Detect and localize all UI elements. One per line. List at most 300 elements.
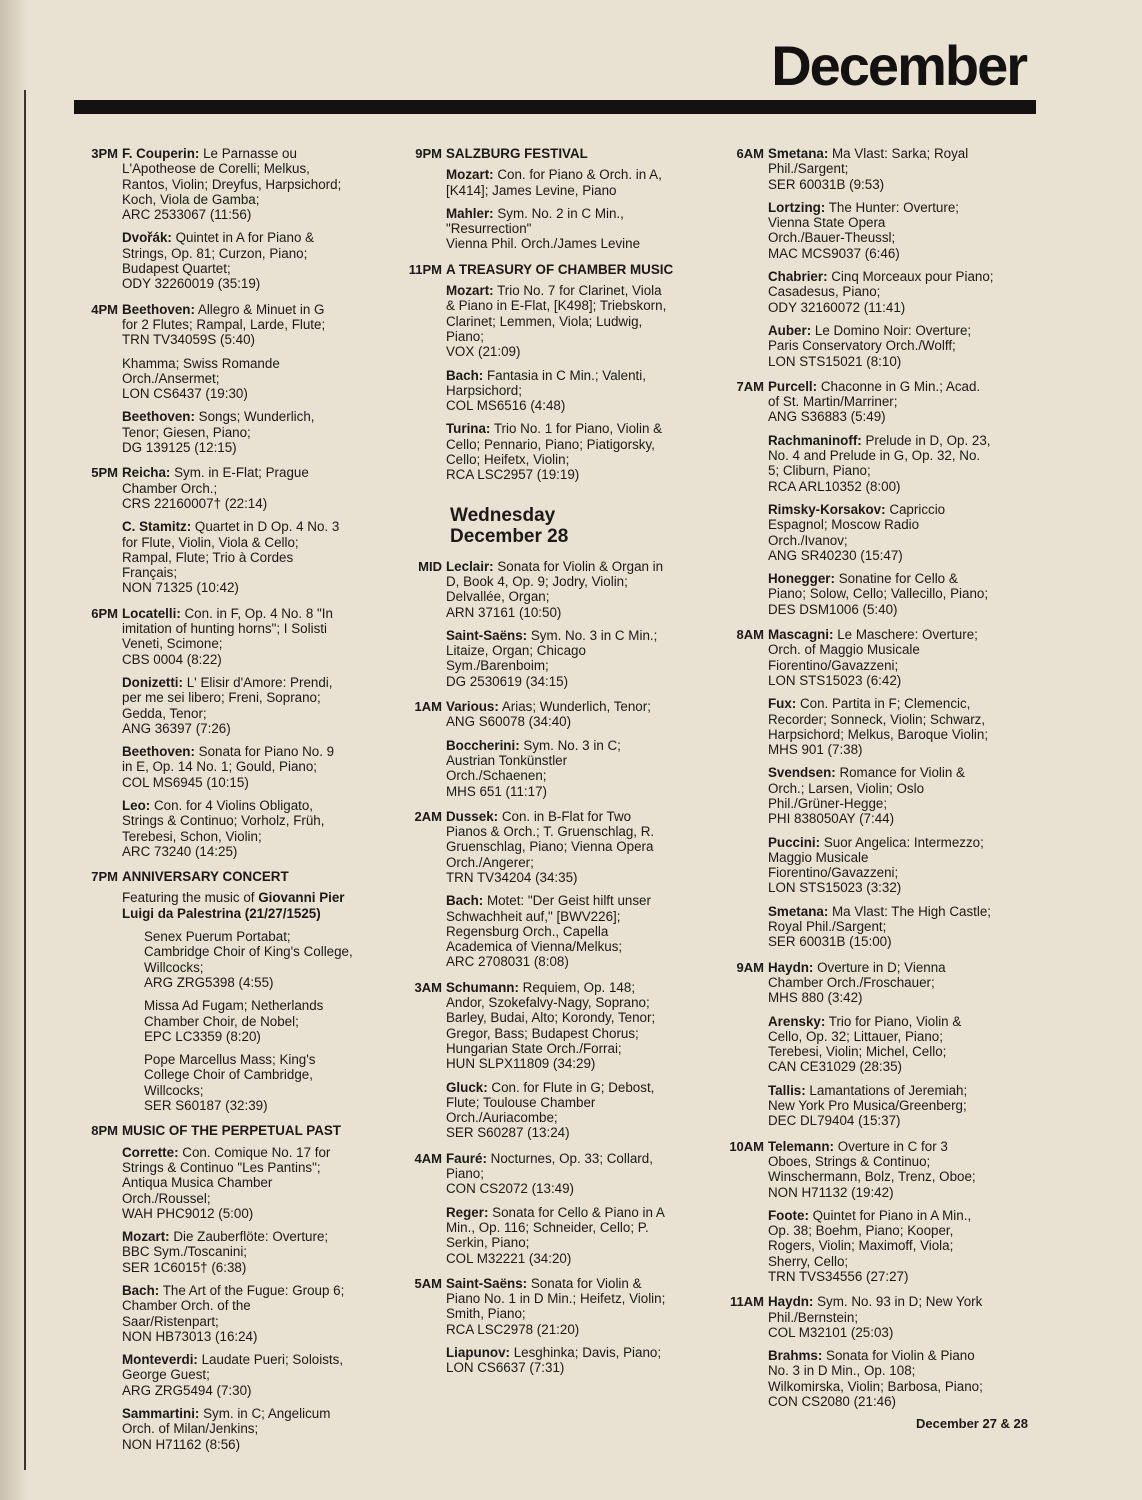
- entry-text: Chamber Orch.;: [122, 480, 218, 496]
- time-slot: [398, 699, 708, 807]
- entry-line: [122, 652, 374, 667]
- entry-text: Sym. No. 2 in C Min.,: [493, 205, 624, 221]
- entry-line: [768, 1185, 1040, 1200]
- entry-text: Pianos & Orch.; T. Gruenschlag, R.: [446, 824, 655, 840]
- entry-text: Academica of Vienna/Melkus;: [446, 939, 623, 955]
- entry-line: [122, 580, 374, 595]
- entry-line: [768, 765, 1040, 780]
- entry-text: Quintet in A for Piano &: [171, 230, 315, 246]
- entry-line: [446, 1276, 708, 1291]
- slot-entries: [446, 262, 708, 491]
- listing-entry: [446, 559, 708, 620]
- entry-text: Recorder; Sonneck, Violin; Schwarz,: [768, 711, 986, 727]
- entry-line: [768, 284, 1040, 299]
- entry-text: Requiem, Op. 148;: [518, 979, 636, 995]
- entry-line: [446, 221, 708, 236]
- entry-text: Orch./Angerer;: [446, 854, 534, 870]
- composer-name: Smetana:: [768, 903, 829, 919]
- entry-text: Cello; Heifetx, Violin;: [446, 452, 570, 468]
- entry-line: [122, 744, 374, 759]
- entry-text: Strings, Op. 81; Curzon, Piano;: [122, 245, 308, 261]
- time-label: 9AM: [736, 959, 764, 975]
- composer-name: Arensky:: [768, 1013, 826, 1029]
- entry-text: Le Domino Noir: Overture;: [811, 322, 972, 338]
- entry-line: [144, 1083, 374, 1098]
- entry-text: Gruenschlag, Piano; Vienna Opera: [446, 839, 654, 855]
- entry-text: Featuring the music of: [122, 890, 259, 906]
- listing-entry: [122, 890, 374, 921]
- entry-text: Winschermann, Bolz, Trenz, Oboe;: [768, 1169, 976, 1185]
- entry-text: DG 2530619 (34:15): [446, 673, 569, 689]
- time-label: 7PM: [91, 869, 118, 885]
- entry-text: DES DSM1006 (5:40): [768, 601, 898, 617]
- composer-name: Smetana:: [768, 146, 829, 161]
- entry-text: BBC Sym./Toscanini;: [122, 1244, 248, 1260]
- listing-entry: [768, 502, 1040, 563]
- entry-line: [122, 690, 374, 705]
- time-slot: [720, 1139, 1040, 1293]
- entry-text: MHS 901 (7:38): [768, 742, 863, 758]
- listing-entry: [122, 606, 374, 667]
- composer-name: Sammartini:: [122, 1406, 200, 1422]
- entry-line: [768, 1348, 1040, 1363]
- slot-entries: [446, 809, 708, 978]
- entry-line: [446, 1345, 708, 1360]
- entry-text: Ma Vlast: Sarka; Royal: [828, 146, 969, 161]
- entry-line: [768, 161, 1040, 176]
- entry-line: [446, 559, 708, 574]
- entry-line: [122, 1314, 374, 1329]
- slot-entries: [122, 1123, 374, 1460]
- entry-text: Oboes, Strings & Continuo;: [768, 1153, 931, 1169]
- entry-line: [446, 674, 708, 689]
- listing-entry: [122, 675, 374, 736]
- entry-line: [446, 980, 708, 995]
- entry-line: [122, 1260, 374, 1275]
- entry-text: Harpsichord; Melkus, Baroque Violin;: [768, 726, 989, 742]
- entry-line: [122, 356, 374, 371]
- entry-text: No. 4 and Prelude in G, Op. 32, No.: [768, 448, 981, 464]
- entry-line: [122, 1145, 374, 1160]
- entry-line: [122, 1406, 374, 1421]
- entry-line: [768, 865, 1040, 880]
- entry-text: NON 71325 (10:42): [122, 580, 239, 596]
- composer-name: Bach:: [446, 893, 484, 909]
- entry-line: [144, 1098, 374, 1113]
- entry-line: [122, 386, 374, 401]
- entry-line: [446, 1041, 708, 1056]
- entry-text: ANG SR40230 (15:47): [768, 547, 903, 563]
- entry-text: Phil./Sargent;: [768, 161, 849, 177]
- entry-line: [768, 990, 1040, 1005]
- composer-name: Telemann:: [768, 1138, 834, 1154]
- entry-text: Lamantations of Jeremiah;: [805, 1082, 968, 1098]
- entry-text: EPC LC3359 (8:20): [144, 1028, 261, 1044]
- month-title: December: [771, 34, 1026, 97]
- time-slot: [398, 146, 708, 260]
- entry-line: [122, 1244, 374, 1259]
- entry-text: Piano;: [446, 1166, 484, 1182]
- composer-name: Rimsky-Korsakov:: [768, 501, 886, 517]
- time-label: 1AM: [414, 699, 442, 715]
- entry-line: [446, 329, 708, 344]
- composer-name: Donizetti:: [122, 674, 183, 690]
- entry-text: Saar/Ristenpart;: [122, 1313, 219, 1329]
- featured-composer: Giovanni Pier: [258, 890, 345, 906]
- entry-text: Piano No. 1 in D Min.; Heifetz, Violin;: [446, 1291, 666, 1307]
- entry-line: [446, 467, 708, 482]
- entry-line: [446, 1251, 708, 1266]
- entry-line: [122, 177, 374, 192]
- entry-line: [446, 1125, 708, 1140]
- entry-line: [446, 924, 708, 939]
- time-slot: [74, 606, 374, 867]
- entry-text: ARC 2533067 (11:56): [122, 207, 252, 223]
- listing-entry: [768, 1083, 1040, 1129]
- slot-entries: [122, 869, 374, 1121]
- composer-name: Beethoven:: [122, 301, 195, 317]
- composer-name: F. Couperin:: [122, 146, 200, 161]
- entry-text: of St. Martin/Marriner;: [768, 394, 898, 410]
- entry-line: [122, 775, 374, 790]
- entry-text: Allegro & Minuet in G: [194, 301, 325, 317]
- entry-line: [446, 893, 708, 908]
- entry-line: [768, 246, 1040, 261]
- entry-text: COL MS6516 (4:48): [446, 398, 566, 414]
- listing-entry: [122, 356, 374, 402]
- day-heading-weekday: Wednesday: [450, 504, 556, 526]
- entry-line: [768, 586, 1040, 601]
- entry-text: ANG S36883 (5:49): [768, 409, 886, 425]
- composer-name: Dussek:: [446, 808, 499, 824]
- time-label: 11PM: [408, 261, 442, 277]
- entry-text: Flute; Toulouse Chamber: [446, 1094, 596, 1110]
- entry-text: DG 139125 (12:15): [122, 440, 237, 456]
- slot-entries: [768, 627, 1040, 958]
- entry-text: ARC 73240 (14:25): [122, 843, 238, 859]
- entry-text: RCA ARL10352 (8:00): [768, 478, 901, 494]
- day-heading-date: December 28: [450, 525, 569, 547]
- slot-entries: [768, 379, 1040, 625]
- entry-line: [144, 944, 374, 959]
- entry-line: [144, 960, 374, 975]
- entry-text: Le Maschere: Overture;: [833, 627, 978, 643]
- entry-line: [122, 1160, 374, 1175]
- entry-line: [768, 1083, 1040, 1098]
- listing-entry: [122, 409, 374, 455]
- entry-line: [122, 759, 374, 774]
- entry-line: [122, 1329, 374, 1344]
- entry-text: Vienna Phil. Orch./James Levine: [446, 236, 641, 252]
- entry-text: Andor, Szokefalvy-Nagy, Soprano;: [446, 995, 650, 1011]
- entry-text: LON CS6437 (19:30): [122, 386, 248, 402]
- listing-entry: [768, 696, 1040, 757]
- time-label: 3PM: [91, 146, 118, 161]
- entry-line: [768, 146, 1040, 161]
- entry-line: [768, 1363, 1040, 1378]
- listing-entry: [446, 809, 708, 885]
- entry-text: ARG ZRG5494 (7:30): [122, 1382, 252, 1398]
- composer-name: Beethoven:: [122, 744, 195, 760]
- entry-text: TRN TVS34556 (27:27): [768, 1269, 909, 1284]
- entry-text: Cinq Morceaux pour Piano;: [827, 269, 994, 285]
- entry-line: [446, 1205, 708, 1220]
- listing-entry: [446, 1080, 708, 1141]
- entry-line: [446, 574, 708, 589]
- listing-entry: [768, 960, 1040, 1006]
- listing-entry: [768, 323, 1040, 369]
- entry-text: Hungarian State Orch./Forrai;: [446, 1040, 622, 1056]
- listing-entry: [768, 433, 1040, 494]
- slot-entries: [446, 699, 708, 807]
- composer-name: Monteverdi:: [122, 1352, 198, 1368]
- entry-text: Con. Partita in F; Clemencic,: [796, 696, 971, 712]
- entry-line: [768, 517, 1040, 532]
- entry-line: [144, 1029, 374, 1044]
- entry-line: [122, 798, 374, 813]
- composer-name: Lortzing:: [768, 199, 826, 215]
- entry-text: MAC MCS9037 (6:46): [768, 245, 900, 261]
- listing-entry: [122, 230, 374, 291]
- entry-text: Espagnol; Moscow Radio: [768, 517, 920, 533]
- entry-line: [768, 215, 1040, 230]
- entry-text: New York Pro Musica/Greenberg;: [768, 1098, 967, 1114]
- time-slot: [398, 1276, 708, 1384]
- composer-name: Bach:: [122, 1283, 160, 1298]
- entry-text: Sym. No. 93 in D; New York: [813, 1294, 983, 1310]
- time-slot: [398, 559, 708, 697]
- entry-line: [768, 1113, 1040, 1128]
- time-label: 7AM: [736, 378, 764, 394]
- entry-text: Veneti, Scimone;: [122, 636, 223, 652]
- entry-text: Prelude in D, Op. 23,: [861, 432, 991, 448]
- entry-text: Sym. No. 3 in C Min.;: [527, 627, 658, 643]
- entry-text: Sonata for Violin & Piano: [822, 1348, 975, 1364]
- entry-text: Royal Phil./Sargent;: [768, 919, 887, 935]
- listing-entry: [446, 1276, 708, 1337]
- time-slot: [720, 146, 1040, 377]
- composer-name: Gluck:: [446, 1079, 488, 1095]
- entry-text: Sonata for Violin &: [527, 1275, 642, 1291]
- entry-text: SER 60031B (9:53): [768, 176, 885, 192]
- entry-line: [446, 1095, 708, 1110]
- entry-text: Budapest Quartet;: [122, 261, 231, 277]
- entry-text: Smith, Piano;: [446, 1306, 526, 1322]
- entry-text: CON CS2072 (13:49): [446, 1181, 575, 1197]
- entry-text: Phil./Bernstein;: [768, 1309, 859, 1325]
- entry-text: ANG 36397 (7:26): [122, 720, 231, 736]
- entry-line: [144, 975, 374, 990]
- composer-name: Honegger:: [768, 571, 835, 587]
- slot-entries: [446, 1276, 708, 1384]
- entry-line: [768, 1014, 1040, 1029]
- entry-text: Pope Marcellus Mass; King's: [144, 1052, 316, 1068]
- entry-text: Missa Ad Fugam; Netherlands: [144, 998, 324, 1014]
- listing-entry: [768, 904, 1040, 950]
- entry-text: Chaconne in G Min.; Acad.: [817, 378, 981, 394]
- entry-text: Gregor, Bass; Budapest Chorus;: [446, 1025, 639, 1041]
- entry-line: [446, 1010, 708, 1025]
- entry-text: The Art of the Fugue: Group 6;: [159, 1283, 345, 1298]
- listing-entry: [446, 283, 708, 359]
- entry-line: [446, 183, 708, 198]
- entry-text: MHS 880 (3:42): [768, 990, 863, 1006]
- composer-name: Reicha:: [122, 465, 171, 481]
- entry-line: [122, 1437, 374, 1452]
- entry-text: Piano; Solow, Cello; Vallecillo, Piano;: [768, 586, 989, 602]
- entry-text: Sym. in C; Angelicum: [199, 1406, 331, 1422]
- entry-line: [446, 855, 708, 870]
- entry-line: [122, 1229, 374, 1244]
- listing-entry: [122, 302, 374, 348]
- time-slot: [720, 1294, 1040, 1417]
- listing-page: [30, 0, 1130, 1500]
- entry-line: [446, 1306, 708, 1321]
- entry-line: [768, 1310, 1040, 1325]
- entry-line: [768, 1029, 1040, 1044]
- composer-name: Mascagni:: [768, 627, 834, 643]
- entry-line: [122, 813, 374, 828]
- entry-text: College Choir of Cambridge,: [144, 1067, 313, 1083]
- entry-text: Orch. of Milan/Jenkins;: [122, 1421, 259, 1437]
- column-1: [74, 146, 374, 1462]
- entry-line: [122, 1283, 374, 1298]
- entry-text: L'Apotheose de Corelli; Melkus,: [122, 161, 310, 177]
- entry-line: [768, 642, 1040, 657]
- listing-entry: [122, 1229, 374, 1275]
- entry-line: [446, 1291, 708, 1306]
- entry-text: NON H71162 (8:56): [122, 1436, 241, 1452]
- entry-text: Trio for Piano, Violin &: [825, 1013, 962, 1029]
- listing-entry: [768, 269, 1040, 315]
- composer-name: Locatelli:: [122, 605, 181, 621]
- entry-text: Terebesi, Violin; Michel, Cello;: [768, 1044, 947, 1060]
- entry-line: [768, 727, 1040, 742]
- listing-entry: [122, 1052, 374, 1113]
- entry-line: [768, 919, 1040, 934]
- entry-line: [446, 1151, 708, 1166]
- listing-entry: [446, 1151, 708, 1197]
- entry-line: [768, 269, 1040, 284]
- entry-text: Trio No. 7 for Clarinet, Viola: [493, 283, 662, 299]
- entry-text: Willcocks;: [144, 959, 204, 975]
- listing-entry: [122, 465, 374, 511]
- entry-text: Sonatine for Cello &: [834, 571, 958, 587]
- time-label: 10AM: [729, 1138, 764, 1154]
- composer-name: Brahms:: [768, 1348, 823, 1364]
- composer-name: Foote:: [768, 1207, 809, 1223]
- composer-name: Schumann:: [446, 979, 519, 995]
- entry-line: [446, 1322, 708, 1337]
- entry-text: Tenor; Giesen, Piano;: [122, 424, 251, 440]
- listing-entry: [122, 798, 374, 859]
- entry-line: [122, 440, 374, 455]
- listing-entry: [446, 421, 708, 482]
- entry-text: Chamber Choir, de Nobel;: [144, 1013, 299, 1029]
- entry-text: Die Zauberflöte: Overture;: [169, 1229, 329, 1245]
- entry-line: [446, 824, 708, 839]
- entry-line: [122, 496, 374, 511]
- entry-text: No. 3 in D Min., Op. 108;: [768, 1363, 916, 1379]
- listing-entry: [446, 167, 708, 198]
- entry-text: Vienna State Opera: [768, 215, 886, 231]
- entry-text: Con. Comique No. 17 for: [178, 1144, 331, 1160]
- listing-entry: [122, 1283, 374, 1344]
- entry-line: [768, 1294, 1040, 1309]
- entry-line: [122, 844, 374, 859]
- entry-text: Cello; Pennario, Piano; Piatigorsky,: [446, 436, 655, 452]
- entry-line: [768, 1169, 1040, 1184]
- entry-text: COL M32101 (25:03): [768, 1324, 894, 1340]
- time-slot: [720, 379, 1040, 625]
- entry-text: Sherry, Cello;: [768, 1253, 849, 1269]
- entry-text: CON CS2080 (21:46): [768, 1394, 897, 1410]
- entry-line: [768, 975, 1040, 990]
- entry-line: [446, 437, 708, 452]
- entry-text: Orch./Ansermet;: [122, 370, 220, 386]
- entry-line: [768, 1044, 1040, 1059]
- entry-text: Orch./Schaenen;: [446, 768, 547, 784]
- entry-text: RCA LSC2978 (21:20): [446, 1321, 580, 1337]
- entry-line: [446, 1181, 708, 1196]
- entry-text: Senex Puerum Portabat;: [144, 929, 291, 945]
- entry-line: [446, 1080, 708, 1095]
- listing-entry: [122, 744, 374, 790]
- entry-line: [122, 371, 374, 386]
- entry-line: [768, 835, 1040, 850]
- entry-text: HUN SLPX11809 (34:29): [446, 1056, 596, 1072]
- composer-name: Dvořák:: [122, 230, 172, 246]
- composer-name: Mozart:: [446, 283, 494, 299]
- entry-text: Fantasia in C Min.; Valenti,: [483, 367, 646, 383]
- entry-line: [768, 696, 1040, 711]
- listing-entry: [446, 368, 708, 414]
- entry-text: The Hunter: Overture;: [825, 199, 959, 215]
- entry-line: [446, 738, 708, 753]
- entry-line: [122, 565, 374, 580]
- entry-line: [446, 421, 708, 436]
- entry-text: Cello, Op. 32; Littauer, Piano;: [768, 1028, 943, 1044]
- entry-line: [122, 1352, 374, 1367]
- entry-text: PHI 838050AY (7:44): [768, 811, 895, 827]
- composer-name: Chabrier:: [768, 269, 828, 285]
- time-slot: [74, 1123, 374, 1460]
- slot-entries: [446, 980, 708, 1149]
- entry-line: [122, 1421, 374, 1436]
- entry-line: [122, 261, 374, 276]
- entry-line: [446, 753, 708, 768]
- program-title: ANNIVERSARY CONCERT: [122, 869, 289, 885]
- slot-entries: [768, 146, 1040, 377]
- entry-line: [446, 1026, 708, 1041]
- entry-text: Strings & Continuo; Vorholz, Früh,: [122, 813, 325, 829]
- entry-line: [122, 1298, 374, 1313]
- entry-text: Trio No. 1 for Piano, Violin &: [490, 421, 663, 437]
- entry-line: [144, 998, 374, 1013]
- entry-text: Sonata for Cello & Piano in A: [488, 1204, 665, 1220]
- entry-line: [768, 811, 1040, 826]
- entry-line: [122, 906, 374, 921]
- composer-name: Beethoven:: [122, 409, 195, 425]
- entry-line: [768, 658, 1040, 673]
- entry-text: Sym./Barenboim;: [446, 658, 549, 674]
- composer-name: Rachmaninoff:: [768, 432, 862, 448]
- entry-line: [122, 621, 374, 636]
- entry-text: Cambridge Choir of King's College,: [144, 944, 353, 960]
- time-label: 11AM: [730, 1294, 764, 1310]
- time-slot: [74, 465, 374, 603]
- entry-text: Suor Angelica: Intermezzo;: [820, 834, 984, 850]
